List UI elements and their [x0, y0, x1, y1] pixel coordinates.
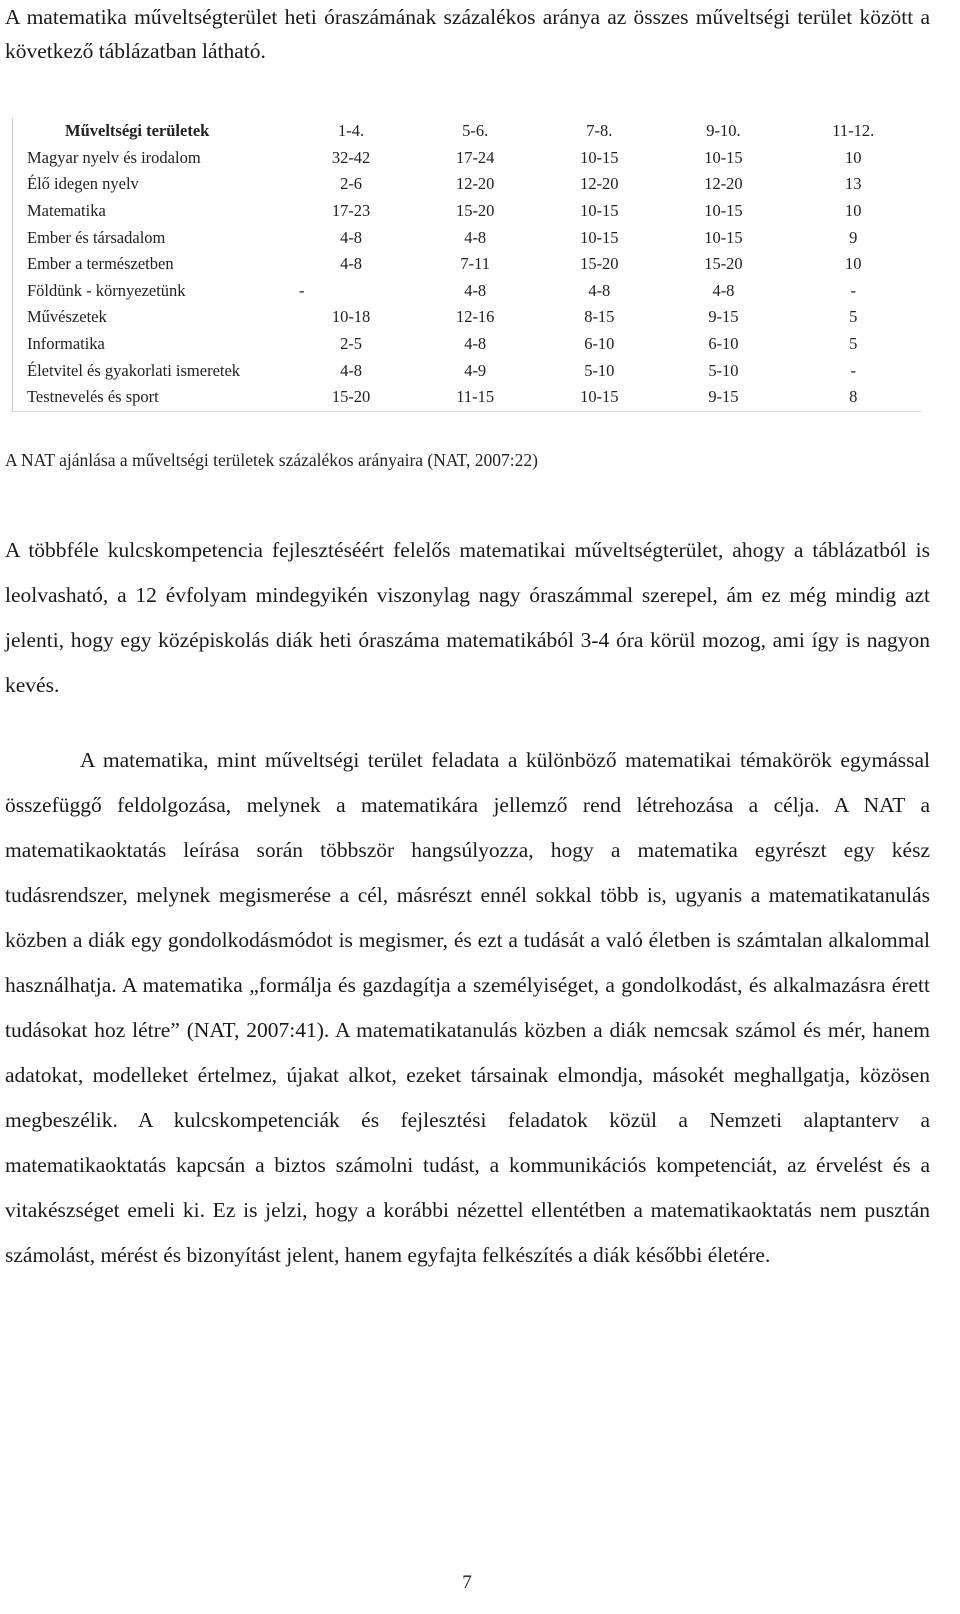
table-cell-value: 2-6: [340, 174, 363, 194]
table-cell-value: 10-18: [331, 307, 371, 327]
table-cell-value: 17-24: [455, 147, 495, 167]
table-cell-value: 4-8: [340, 360, 363, 380]
table-cell-value: 32-42: [331, 147, 371, 167]
table-row: [13, 171, 921, 198]
table-cell-area: Matematika: [27, 201, 106, 221]
body-paragraph: A többféle kulcskompetencia fejlesztéséért felelős matematikai műveltségterület, ahogy a táblázatból is leolvasható, a 12 évfolyam mindegyikén viszonylag nagy óraszámmal szerepel, ám ez még mindig azt jelenti, hogy egy középiskolás diák heti óraszáma matematikából 3-4 óra körül mozog, ami így is nagyon kevés.: [5, 538, 930, 697]
table-cell-value: 15-20: [455, 201, 495, 221]
table-row: [13, 384, 921, 411]
table-row: [13, 278, 921, 305]
table-cell-value: 5: [849, 334, 858, 354]
table-caption: A NAT ajánlása a műveltségi területek százalékos arányaira (NAT, 2007:22): [5, 450, 538, 470]
table-cell-value: 15-20: [580, 254, 619, 274]
table-cell-value: 10-15: [580, 147, 619, 167]
table-cell-value: 10-15: [580, 201, 619, 221]
table-cell-area: Ember a természetben: [27, 254, 174, 274]
page-number: 7: [462, 1572, 472, 1593]
table-cell-value: 12-20: [704, 174, 743, 194]
table-header-grade: 11-12.: [832, 121, 875, 141]
table-row: [13, 331, 921, 358]
table-cell-value: 8-15: [584, 307, 615, 327]
table-cell-value: 4-9: [464, 360, 487, 380]
table-cell-value: 15-20: [331, 387, 371, 407]
table-cell-value: 8: [849, 387, 858, 407]
table-cell-value: 15-20: [704, 254, 743, 274]
table-header-grade: 1-4.: [338, 121, 365, 141]
table-header-grade: 5-6.: [462, 121, 489, 141]
table-cell-value: 2-5: [340, 334, 363, 354]
table-cell-area: Magyar nyelv és irodalom: [27, 147, 201, 167]
table-cell-value: 9-15: [708, 387, 739, 407]
table-cell-value: 4-8: [464, 334, 487, 354]
table-cell-value: 10-15: [704, 147, 743, 167]
table-cell-value: 5-10: [584, 360, 615, 380]
table-row: [13, 224, 921, 251]
table-cell-area: Ember és társadalom: [27, 227, 166, 247]
table-cell-value: 10: [845, 147, 862, 167]
subject-hours-table: [12, 118, 921, 412]
table-cell-value: 6-10: [708, 334, 739, 354]
table-cell-value: 10: [845, 254, 862, 274]
table-cell-area: Testnevelés és sport: [27, 387, 159, 407]
table-cell-value: 17-23: [331, 201, 371, 221]
table-cell-value: 10-15: [580, 387, 619, 407]
table-cell-value: 9: [849, 227, 858, 247]
table-cell-value: 13: [845, 174, 862, 194]
table-cell-value: 9-15: [708, 307, 739, 327]
body-paragraph: A matematika, mint műveltségi terület feladata a különböző matematikai témakörök egymással összefüggő feldolgozása, melynek a matematikára jellemző rend létrehozása a célja. A NAT a matematikaoktatás leírása során többször hangsúlyozza, hogy a matematika egyrészt egy kész tudásrendszer, melynek megismerése a cél, másrészt ennél sokkal több is, ugyanis a matematikatanulás közben a diák egy gondolkodásmódot is megismer, és ezt a tudását a való életben is számtalan alkalommal használhatja. A matematika „formálja és gazdagítja a személyiséget, a gondolkodást, és alkalmazásra érett tudásokat hoz létre” (NAT, 2007:41). A matematikatanulás közben a diák nemcsak számol és mér, hanem adatokat, modelleket értelmez, újakat alkot, ezeket társainak elmondja, másokét meghallgatja, közösen megbeszélik. A kulcskompetenciák és fejlesztési feladatok közül a Nemzeti alaptanterv a matematikaoktatás kapcsán a biztos számolni tudást, a kommunikációs kompetenciát, az érvelést és a vitakészséget emeli ki. Ez is jelzi, hogy a korábbi nézettel ellentétben a matematikaoktatás nem pusztán számolást, mérést és bizonyítást jelent, hanem egyfajta felkészítés a diák későbbi életére.: [5, 748, 930, 1267]
table-row: [13, 198, 921, 225]
table-cell-value: 10-15: [704, 227, 743, 247]
table-cell-value: 4-8: [588, 280, 611, 300]
table-row: [13, 251, 921, 278]
table-cell-value: 4-8: [464, 280, 487, 300]
table-cell-area: Földünk - környezetünk: [27, 280, 186, 300]
intro-paragraph: A matematika műveltségterület heti óraszámának százalékos aránya az összes műveltségi terület között a következő táblázatban látható.: [5, 5, 930, 63]
table-cell-value: 10-15: [580, 227, 619, 247]
table-header-grade: 9-10.: [706, 121, 741, 141]
table-cell-area: Informatika: [27, 334, 105, 354]
table-row: [13, 304, 921, 331]
table-cell-value: 10: [845, 201, 862, 221]
table-cell-area: Művészetek: [27, 307, 107, 327]
table-cell-value: 4-8: [712, 280, 735, 300]
table-cell-value: 12-20: [455, 174, 495, 194]
table-header-area: Műveltségi területek: [65, 121, 210, 141]
table-row: [13, 145, 921, 172]
table-cell-value: 5: [849, 307, 858, 327]
table-cell-value: -: [850, 360, 856, 380]
table-cell-value: 5-10: [708, 360, 739, 380]
table-cell-value: 10-15: [704, 201, 743, 221]
table-cell-value: 12-16: [455, 307, 495, 327]
table-header-row: [13, 118, 921, 145]
table-cell-area: Életvitel és gyakorlati ismeretek: [27, 360, 241, 380]
table-cell-area: Élő idegen nyelv: [27, 174, 139, 194]
table-cell-value: 12-20: [580, 174, 619, 194]
table-cell-value: 7-11: [460, 254, 490, 274]
table-cell-value: -: [299, 280, 305, 300]
table-header-grade: 7-8.: [586, 121, 613, 141]
table-cell-value: 4-8: [340, 254, 363, 274]
table-row: [13, 357, 921, 384]
table-cell-value: 6-10: [584, 334, 615, 354]
table-cell-value: 4-8: [340, 227, 363, 247]
table-cell-value: -: [850, 280, 856, 300]
table-cell-value: 4-8: [464, 227, 487, 247]
table-cell-value: 11-15: [456, 387, 495, 407]
